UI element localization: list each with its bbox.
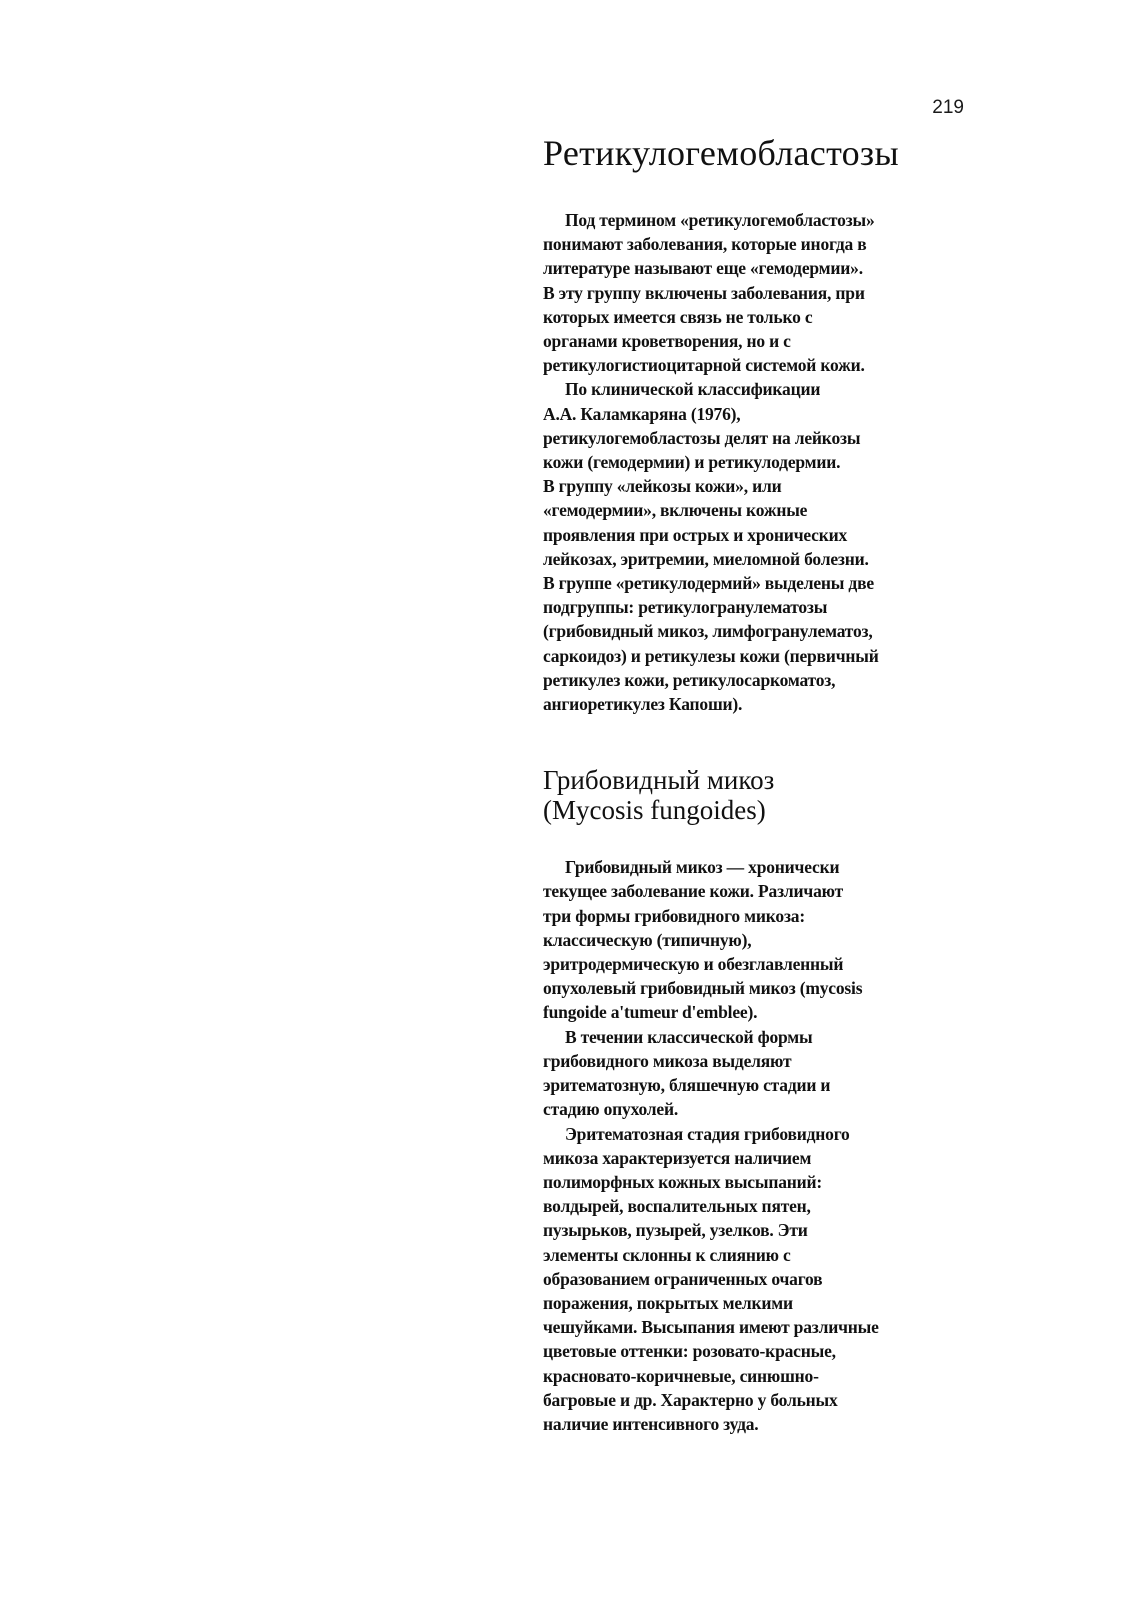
text-line: три формы грибовидного микоза:	[543, 905, 805, 926]
text-line: кожи (гемодермии) и ретикулодермии.	[543, 452, 841, 473]
text-column	[543, 132, 968, 1436]
text-line: красновато-коричневые, синюшно-	[543, 1365, 819, 1386]
text-line: Грибовидный микоз — хронически	[565, 857, 840, 878]
text-line: полиморфных кожных высыпаний:	[543, 1171, 823, 1192]
text-line: стадию опухолей.	[543, 1099, 679, 1120]
reticulo-intro-text	[543, 208, 968, 716]
text-line: грибовидного микоза выделяют	[543, 1050, 792, 1071]
text-line: саркоидоз) и ретикулезы кожи (первичный	[543, 645, 879, 666]
section-title	[543, 765, 968, 825]
text-line: образованием ограниченных очагов	[543, 1268, 823, 1289]
text-line: (грибовидный микоз, лимфогранулематоз,	[543, 621, 873, 642]
text-line: ретикулогемобластозы делят на лейкозы	[543, 427, 861, 448]
text-line: микоза характеризуется наличием	[543, 1147, 812, 1168]
text-line: опухолевый грибовидный микоз (mycosis	[543, 978, 863, 999]
text-line: классическую (типичную),	[543, 929, 752, 950]
text-line: В группе «ретикулодермий» выделены две	[543, 573, 874, 594]
text-line: Эритематозная стадия грибовидного	[565, 1123, 850, 1144]
text-line: лейкозах, эритремии, миеломной болезни.	[543, 548, 869, 569]
text-line: ретикулогистиоцитарной системой кожи.	[543, 355, 865, 376]
section-title-line: Грибовидный микоз	[543, 765, 775, 796]
text-line: понимают заболевания, которые иногда в	[543, 234, 867, 255]
text-line: органами кроветворения, но и с	[543, 331, 791, 352]
text-line: В течении классической формы	[565, 1026, 813, 1047]
text-line: По клинической классификации	[565, 379, 821, 400]
text-line: элементы склонны к слиянию с	[543, 1244, 791, 1265]
text-line: fungoide a'tumeur d'emblee).	[543, 1002, 758, 1023]
text-line: проявления при острых и хронических	[543, 524, 848, 545]
text-line: эритродермическую и обезглавленный	[543, 954, 844, 975]
text-line: ангиоретикулез Капоши).	[543, 694, 743, 715]
text-line: чешуйками. Высыпания имеют различные	[543, 1317, 879, 1338]
chapter-title: Ретикулогемобластозы	[543, 133, 899, 173]
text-line: которых имеется связь не только с	[543, 306, 813, 327]
section-title-line: (Mycosis fungoides)	[543, 795, 766, 826]
page-number: 219	[932, 97, 964, 118]
text-line: Под термином «ретикулогемобластозы»	[565, 210, 875, 230]
text-line: В группу «лейкозы кожи», или	[543, 476, 782, 497]
text-line: подгруппы: ретикулогранулематозы	[543, 597, 828, 618]
text-line: багровые и др. Характерно у больных	[543, 1389, 838, 1410]
text-line: «гемодермии», включены кожные	[543, 500, 808, 521]
text-line: эритематозную, бляшечную стадии и	[543, 1075, 831, 1096]
text-line: волдырей, воспалительных пятен,	[543, 1196, 811, 1217]
text-line: текущее заболевание кожи. Различают	[543, 881, 843, 902]
text-line: наличие интенсивного зуда.	[543, 1413, 759, 1434]
text-line: литературе называют еще «гемодермии».	[543, 258, 863, 279]
text-line: В эту группу включены заболевания, при	[543, 282, 865, 303]
text-line: ретикулез кожи, ретикулосаркоматоз,	[543, 669, 836, 690]
text-line: цветовые оттенки: розовато-красные,	[543, 1341, 836, 1362]
text-line: пузырьков, пузырей, узелков. Эти	[543, 1220, 808, 1241]
text-line: А.А. Каламкаряна (1976),	[543, 403, 741, 424]
text-line: поражения, покрытых мелкими	[543, 1292, 793, 1313]
mycosis-text	[543, 855, 968, 1436]
